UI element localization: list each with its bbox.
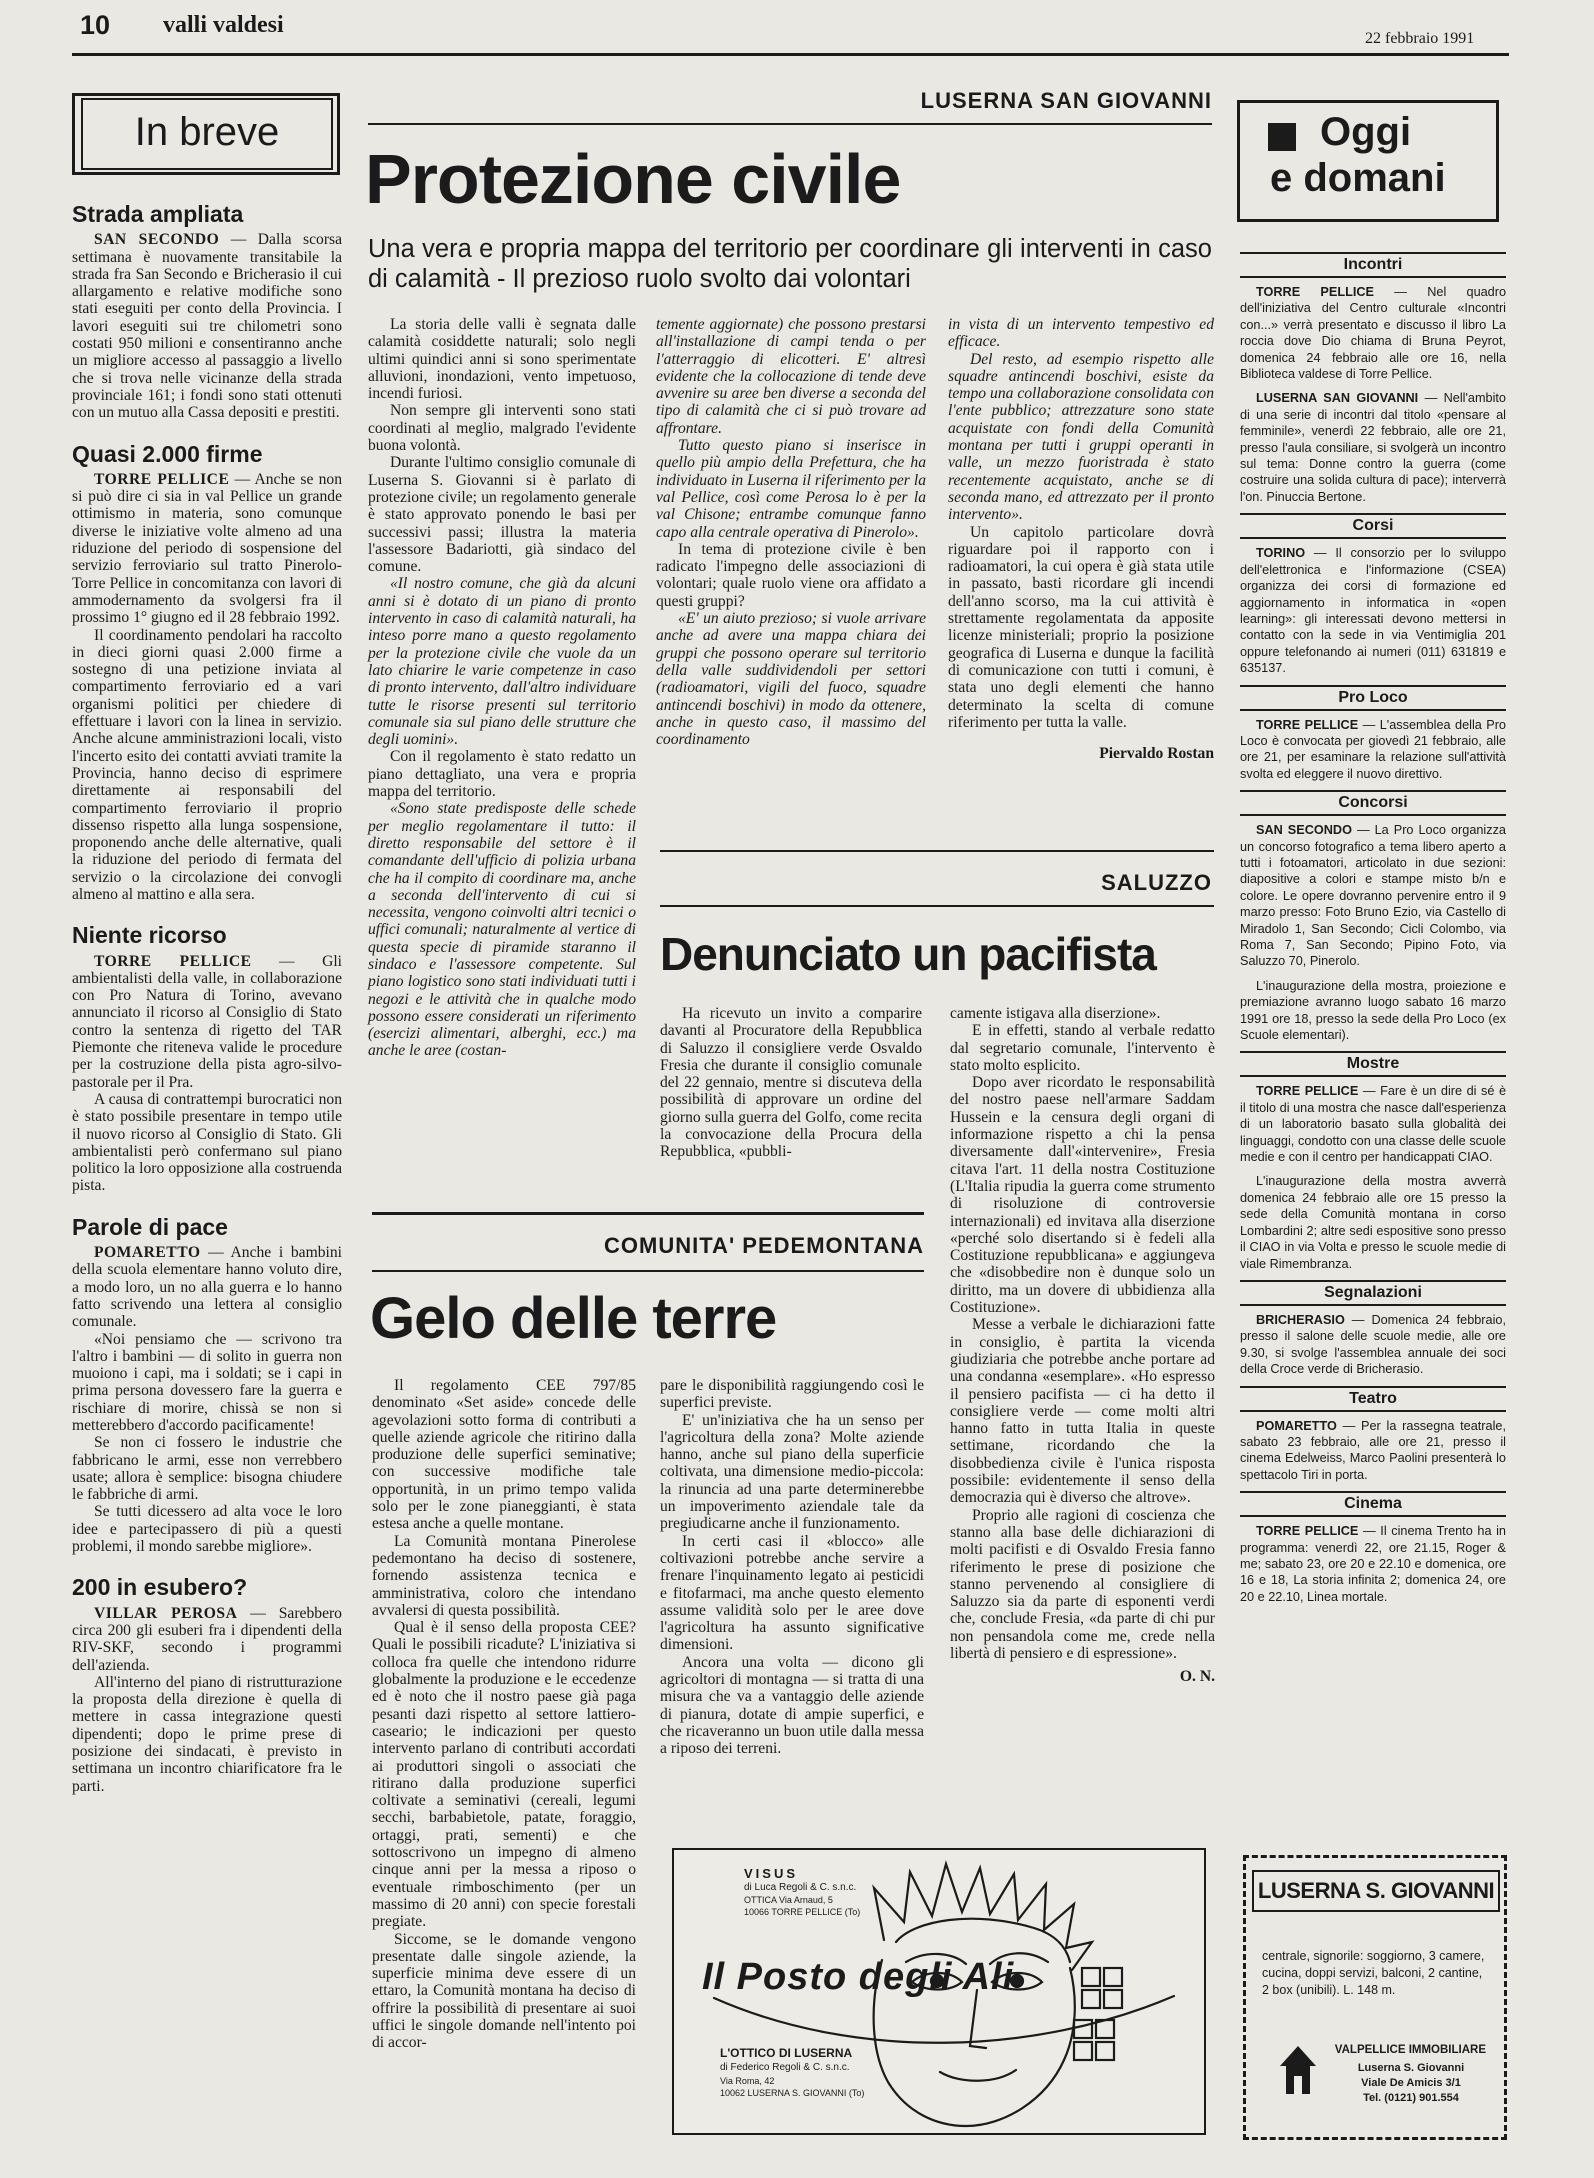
- brief-heading: 200 in esubero?: [72, 1574, 248, 1601]
- protezione-subhead: Una vera e propria mappa del territorio per coordinare gli interventi in caso di calamità - Il prezioso ruolo svolto dai volontari: [368, 235, 1212, 293]
- listing-text: — Il cinema Trento ha in programma: venerdì 22, ore 21.15, Roger & me; sabato 23, ore 20 e 22.10 e domenica, ore 16 e 18, La storia infinita 2; domenica 24, ore 20 e 22.10, Linea mortale.: [1240, 1524, 1506, 1604]
- in-breve-title: In breve: [81, 98, 333, 170]
- listing-item: [1240, 1523, 1506, 1605]
- gelo-headline: Gelo delle terre: [370, 1286, 777, 1351]
- protezione-headline: Protezione civile: [365, 140, 901, 218]
- protezione-column-2: [656, 316, 926, 748]
- brief-text: — Sarebbero circa 200 gli esuberi fra i dipendenti della RIV-SKF, secondo i programmi dell'azienda.: [72, 1604, 342, 1674]
- listing-item: [1240, 390, 1506, 505]
- oggi-domani-title-2: e domani: [1270, 156, 1446, 200]
- in-breve-column: [72, 201, 342, 1819]
- brief-item: [72, 1213, 342, 1556]
- visus-logo-text: Il Posto degli Ali: [702, 1956, 1015, 1998]
- listing-item: [1240, 978, 1506, 1044]
- article-paragraph: pare le disponibilità raggiungendo così le superfici previste.: [660, 1377, 924, 1412]
- listing-text: L'inaugurazione della mostra, proiezione e premiazione avranno luogo sabato 16 marzo 1991 ore 18, presso la sede della Pro Loco (ex Scuole elementari).: [1240, 978, 1506, 1043]
- visus-line: 10066 TORRE PELLICE (To): [744, 1907, 861, 1917]
- article-paragraph: Siccome, se le domande vengono presentate dalle singole aziende, la superficie minima deve essere di un ettaro, la Comunità montana ha deciso di offrire la possibilità di presentare ai suoi uffici le singole domande nell'intento poi di accor-: [372, 1930, 636, 2052]
- listing-item: [1240, 1083, 1506, 1165]
- listing-location: TORRE PELLICE: [1256, 1084, 1359, 1099]
- brief-text: Se non ci fossero le industrie che fabbricano le armi, esse non verrebbero usate; allora è semplice: bisogna chiudere le fabbriche di armi.: [72, 1434, 342, 1504]
- listing-item: [1240, 284, 1506, 382]
- listing-item: [1240, 545, 1506, 676]
- article-paragraph: «Il nostro comune, che già da alcuni anni si è dotato di un piano di pronto intervento in caso di calamità naturali, ha inteso porre mano a questo regolamento per la protezione civile che vuole da un lato chiarire le varie competenze in caso di pronto intervento, dall'altro individuare tutte le risorse presenti sul territorio comunale sia sul piano delle strutture che degli uomini».: [368, 575, 636, 749]
- listing-item: [1240, 822, 1506, 970]
- gelo-column-1: [372, 1377, 636, 2052]
- brief-item: [72, 440, 342, 904]
- issue-date: 22 febbraio 1991: [1365, 30, 1475, 47]
- immobiliare-text: centrale, signorile: soggiorno, 3 camere, cucina, doppi servizi, balconi, 2 cantine, 2 box (unibili). L. 148 m.: [1262, 1949, 1485, 1997]
- article-paragraph: Ha ricevuto un invito a comparire davanti al Procuratore della Repubblica di Saluzzo il consigliere verde Osvaldo Fresia che durante il consiglio comunale del 22 gennaio, mentre si discuteva della possibilità di approvare un ordine del giorno sulla guerra del Golfo, come recita la convocazione della Procura della Repubblica, «pubbli-: [660, 1005, 922, 1161]
- listing-section-head: Segnalazioni: [1240, 1284, 1506, 1306]
- listing-location: TORRE PELLICE: [1256, 285, 1375, 299]
- brief-text: Se tutti dicessero ad alta voce le loro idee e partecipassero di più a questi problemi, il mondo sarebbe migliore».: [72, 1503, 342, 1556]
- article-paragraph: La Comunità montana Pinerolese pedemontano ha deciso di sostenere, fornendo assistenza tecnica e amministrativa, coloro che intendano avvalersi di questa possibilità.: [372, 1532, 636, 1619]
- brief-heading: Parole di pace: [72, 1213, 228, 1240]
- pacifista-top-rule: [660, 850, 1214, 852]
- listing-item: [1240, 1173, 1506, 1271]
- brief-location: SAN SECONDO: [94, 231, 220, 249]
- protezione-column-3: [948, 316, 1214, 762]
- gelo-kicker: COMUNITA' PEDEMONTANA: [604, 1233, 924, 1258]
- brief-heading: Strada ampliata: [72, 201, 244, 227]
- listing-section-head: Pro Loco: [1240, 689, 1506, 711]
- listing-location: POMARETTO: [1256, 1418, 1337, 1433]
- article-paragraph: Non sempre gli interventi sono stati coordinati al meglio, malgrado l'evidente buona volontà.: [368, 402, 636, 455]
- article-paragraph: Con il regolamento è stato redatto un piano dettagliato, una vera e propria mappa del territorio.: [368, 748, 636, 801]
- brief-text: «Noi pensiamo che — scrivono tra l'altro i bambini — di solito in guerra non muoiono i capi, ma i soldati; se i capi in prima persona dovessero fare la guerra e rischiare di morire, chissà se non si metterebbero d'accordo pacificamente!: [72, 1330, 342, 1434]
- article-paragraph: In tema di protezione civile è ben radicato l'impegno delle associazioni di volontari; quale ruolo viene ora affidato a questi gruppi?: [656, 540, 926, 610]
- listing-text: — Nell'ambito di una serie di incontri dal titolo «pensare al femminile», venerdì 22 febbraio, alle ore 21, presso l'aula consiliare, si svolgerà un incontro sul tema: Donne contro la guerra (come costruire una solida cultura di pace); interverrà l'on. Pinuccia Bertone.: [1240, 391, 1506, 504]
- listing-section-head: Corsi: [1240, 517, 1506, 539]
- listing-location: LUSERNA SAN GIOVANNI: [1256, 391, 1419, 406]
- brief-item: [72, 922, 342, 1195]
- immobiliare-address: Luserna S. Giovanni: [1357, 2062, 1465, 2074]
- listing-text: — Fare è un dire di sé è il titolo di una mostra che nasce dall'esperienza di un laboratorio basato sulla globalità dei linguaggi, condotto con una classe delle scuole medie e con il centro per handicappati CIAO.: [1240, 1084, 1507, 1165]
- listing-item: [1240, 717, 1506, 783]
- page-number: 10: [80, 10, 111, 40]
- visus-brand: VISUS: [744, 1866, 799, 1881]
- protezione-column-1: [368, 316, 636, 1060]
- listing-section-head: Mostre: [1240, 1055, 1506, 1077]
- article-paragraph: E in effetti, stando al verbale redatto dal segretario comunale, l'intervento è stato molto esplicito.: [950, 1022, 1215, 1074]
- brief-item: [72, 1574, 342, 1795]
- article-paragraph: La storia delle valli è segnata dalle calamità cosiddette naturali; solo negli ultimi quindici anni si sono sperimentate alluvioni, inondazioni, vento impetuoso, incendi furiosi.: [368, 316, 636, 403]
- listing-location: TORRE PELLICE: [1256, 717, 1359, 732]
- listing-section: [1240, 1491, 1506, 1605]
- listing-section-head: Incontri: [1240, 256, 1506, 278]
- article-paragraph: Dopo aver ricordato le responsabilità del nostro paese nell'armare Saddam Hussein e la censura degli organi di informazione rispetto a chi la pensa diversamente dall'«intervenire», Fresia citava l'art. 11 della nostra Costituzione (L'Italia ripudia la guerra come strumento di risoluzione di controversie internazionali) ed invitava alla diserzione «perché solo disertando si è fedeli alla Costituzione repubblicana» e aggiungeva che «disobbedire non è dunque solo un diritto, ma un dovere di ubbidienza alla Costituzione».: [950, 1074, 1215, 1317]
- pacifista-column-1: [660, 1005, 922, 1161]
- brief-location: TORRE PELLICE: [94, 952, 252, 970]
- listing-text: — Nel quadro dell'iniziativa del Centro culturale «Incontri con...» verrà presentato e discusso il libro La roccia dove Dio chiama di Bruna Peyrot, domenica 24 febbraio alle ore 16, nella Biblioteca valdese di Torre Pellice.: [1240, 285, 1507, 382]
- brief-text: — Anche i bambini della scuola elementare hanno voluto dire, a modo loro, un no alla guerra e lo hanno fatto scrivendo una lettera al consiglio comunale.: [72, 1244, 342, 1331]
- listing-text: — La Pro Loco organizza un concorso fotografico a tema libero aperto a tutti i fotoamatori, articolato in due sezioni: diapositive a colori e stampe misto b/n e colore. Le opere dovranno pervenire entro il 9 marzo presso: Foto Bruno Ezio, via Castello di Miradolo 1, San Secondo; Cicli Colombo, via Roma 7, San Secondo; Pipino Foto, via Saluzzo 70, Pinerolo.: [1240, 823, 1506, 969]
- listing-item: [1240, 1418, 1506, 1484]
- article-paragraph: Del resto, ad esempio rispetto alle squadre antincendi boschivi, esiste da tempo una collaborazione consolidata con l'ente pubblico; attrezzature sono state acquistate con fondi della Comunità montana per tutti i gruppi operanti in valle, un mezzo fuoristrada è stato recentemente acquistato, anche se di seconda mano, ed attrezzato per il pronto intervento».: [948, 350, 1214, 524]
- listing-location: SAN SECONDO: [1256, 823, 1352, 838]
- article-paragraph: Qual è il senso della proposta CEE? Quali le possibili ricadute? L'iniziativa si colloca fra quelle che intendono ridurre globalmente la produzione e le eccedenze ed è noto che il nostro paese già paga pesanti dazi rispetto al settore lattiero-caseario; le indicazioni per questo intervento parlano di contributi accordati ai produttori singoli o associati che ritirano dalla produzione superfici coltivate a seminativi (cereali, legumi secchi, barbabietole, patate, foraggio, ortaggi, prati, sementi) e che sottoscrivono un impegno di almeno cinque anni per la messa a riposo o eventuale rimboschimento (per un massimo di 20 anni) con specie forestali pregiate.: [372, 1619, 636, 1931]
- oggi-domani-title-1: Oggi: [1320, 110, 1412, 154]
- paper-name: valli valdesi: [163, 12, 284, 38]
- ottico-brand: L'OTTICO DI LUSERNA: [720, 2046, 853, 2060]
- masthead-rule: [72, 53, 1509, 56]
- immobiliare-phone: Tel. (0121) 901.554: [1363, 2092, 1459, 2104]
- pacifista-headline: Denunciato un pacifista: [660, 928, 1156, 980]
- listing-text: L'inaugurazione della mostra avverrà domenica 24 febbraio alle ore 15 presso la sede della Comunità montana in corso Lombardini 2; altre sedi espositive sono presso il CIAO in via Volta e presso le scuole medie di viale Rimembranza.: [1240, 1174, 1506, 1271]
- listing-section: [1240, 1051, 1506, 1271]
- brief-text: All'interno del piano di ristrutturazione la proposta della direzione è quella di mettere in cassa integrazione questi dipendenti; dopo le prime prese di posizione dei sindacati, è previsto in settimana un incontro chiarificatore fra le parti.: [72, 1673, 342, 1795]
- listing-location: TORRE PELLICE: [1256, 1524, 1359, 1539]
- gelo-column-2: [660, 1377, 924, 1758]
- article-paragraph: Il regolamento CEE 797/85 denominato «Set aside» concede delle agevolazioni sotto forma di contributi a quelle aziende agricole che ritirino dalla produzione delle superfici seminative; con successive modifiche tale opportunità, in un primo tempo valida solo per le zone pianeggianti, è stata estesa anche a quelle montane.: [372, 1377, 636, 1533]
- immobiliare-agency: VALPELLICE IMMOBILIARE: [1334, 2044, 1486, 2056]
- listing-section: [1240, 685, 1506, 783]
- protezione-top-rule: [368, 123, 1212, 125]
- ottico-line: 10062 LUSERNA S. GIOVANNI (To): [720, 2088, 865, 2098]
- oggi-domani-listings: [1240, 248, 1506, 1613]
- brief-text: — Anche se non si può dire ci sia in val Pellice un grande ottimismo in materia, sono comunque diverse le iniziative volte almeno ad una riduzione del periodo di sospensione del servizio ferroviario sul tratto Pinerolo-Torre Pellice in concomitanza con lavori di ammodernamento da svolgersi fra il prossimo 1° giugno ed il 28 febbraio 1992.: [72, 470, 342, 627]
- brief-heading: Quasi 2.000 firme: [72, 440, 263, 467]
- listing-section-head: Concorsi: [1240, 794, 1506, 816]
- visus-line: di Luca Regoli & C. s.n.c.: [744, 1882, 857, 1893]
- listing-section: [1240, 1386, 1506, 1484]
- square-bullet-icon: [1268, 123, 1296, 151]
- listing-location: TORINO: [1256, 546, 1306, 561]
- brief-location: TORRE PELLICE: [94, 470, 230, 488]
- brief-text: — Dalla scorsa settimana è nuovamente transitabile la strada fra San Secondo e Bricherasio il cui allargamento e relative modifiche sono stati eseguiti per conto della Provincia. I lavori eseguiti sui tre chilometri sono costati 950 milioni e consentiranno anche un migliore accesso al passaggio a livello che si trova nelle vicinanze della strada provinciale 161; i fondi sono stati ottenuti con un mutuo alla Cassa depositi e prestiti.: [72, 231, 342, 422]
- brief-text: — Gli ambientalisti della valle, in collaborazione con Pro Natura di Torino, avevano annunciato il ricorso al Consiglio di Stato contro la sentenza di rigetto del TAR Piemonte che riteneva valide le procedure per la costruzione della pista agro-silvo-pastorale per il Pra.: [72, 952, 342, 1091]
- article-paragraph: in vista di un intervento tempestivo ed efficace.: [948, 316, 1214, 351]
- oggi-domani-box: [1237, 100, 1499, 222]
- pacifista-byline: O. N.: [1179, 1668, 1215, 1686]
- listing-text: — Per la rassegna teatrale, sabato 23 febbraio, alle ore 21, presso il cinema Edelweiss, Marco Paolini presenterà lo spettacolo Tiri in porta.: [1240, 1418, 1506, 1482]
- ottico-line: Via Roma, 42: [720, 2076, 775, 2086]
- listing-text: — Domenica 24 febbraio, presso il salone delle scuole medie, alle ore 9.30, si svolge l'assemblea annuale dei soci della Croce verde di Bricherasio.: [1240, 1312, 1506, 1377]
- gelo-top-rule: [372, 1212, 924, 1215]
- brief-location: VILLAR PEROSA: [94, 1604, 238, 1622]
- brief-text: Il coordinamento pendolari ha raccolto in dieci giorni quasi 2.000 firme a sostegno di una petizione inviata al compartimento ferroviario ed a vari organismi politici per chiedere di effettuare i lavori con la linea in servizio. Anche alcune amministrazioni locali, visto l'incerto esito dei contatti avviati tramite la Provincia, hanno deciso di esprimere direttamente ai responsabili del compartimento ferroviario il proprio dissenso rispetto alla lunga sospensione, proponendo anche delle alternative, quali la riduzione del periodo di fermata del servizio o la circolazione dei convogli almeno al mattino e alla sera.: [72, 626, 342, 903]
- article-paragraph: Tutto questo piano si inserisce in quello più ampio della Prefettura, che ha individuato in Luserna il riferimento per la val Pellice, così come Perosa lo è per la val Chisone; entrambe comunque fanno capo alla centrale operativa di Pinerolo».: [656, 437, 926, 541]
- listing-section-head: Cinema: [1240, 1495, 1506, 1517]
- ottico-line: di Federico Regoli & C. s.n.c.: [720, 2062, 850, 2073]
- article-paragraph: In certi casi il «blocco» alle coltivazioni potrebbe anche servire a frenare l'inquinamento legato ai pesticidi e fitofarmaci, ma anche questo elemento assume validità solo per le aree dove l'agricoltura ha assunto significative dimensioni.: [660, 1532, 924, 1654]
- visus-advertisement: [672, 1848, 1206, 2135]
- immobiliare-advertisement: [1243, 1855, 1507, 2140]
- pacifista-kicker-rule: [660, 905, 1214, 907]
- article-paragraph: temente aggiornate) che possono prestarsi all'installazione di campi tenda o per l'atterraggio di elicotteri. E' altresì evidente che la collocazione di tende deve avvenire su aree ben diverse a seconda del tipo di calamità che ci si può trovare ad affrontare.: [656, 316, 926, 437]
- immobiliare-title: LUSERNA S. GIOVANNI: [1252, 1870, 1500, 1912]
- in-breve-box: [72, 93, 340, 175]
- article-paragraph: «Sono state predisposte delle schede per meglio regolamentare il tutto: il diretto responsabile del settore è il comandante dell'ufficio di polizia urbana che ha il compito di coordinare ma, anche a seconda dell'intervento di cui si necessita, vengono coinvolti altri tecnici o uffici comunali; naturalmente al vertice di questa specie di piramide staranno il sindaco e l'assessore competente. Sul piano logistico sono stati individuati tutti i negozi e le attività che in qualche modo possono essere considerati un riferimento (esercizi alimentari, alberghi, ecc.) ma anche le aree (costan-: [368, 800, 636, 1060]
- immobiliare-address: Viale De Amicis 3/1: [1361, 2077, 1461, 2089]
- listing-section-head: Teatro: [1240, 1390, 1506, 1412]
- listing-text: — L'assemblea della Pro Loco è convocata per giovedì 21 febbraio, alle ore 21, per esaminare la relazione sull'attività svolta ed eleggere il nuovo direttivo.: [1240, 717, 1506, 781]
- listing-location: BRICHERASIO: [1256, 1312, 1345, 1327]
- listing-text: — Il consorzio per lo sviluppo dell'elettronica e l'informazione (CSEA) organizza dei corsi di formazione ed aggiornamento in informatica in «open learning»: gli interessati devono mettersi in contatto con la sede in via Ventimiglia 201 oppure telefonando ai numeri (011) 631819 e 635137.: [1240, 546, 1507, 676]
- article-paragraph: Durante l'ultimo consiglio comunale di Luserna S. Giovanni si è parlato di protezione civile; un regolamento generale è stato approvato ponendo le basi per successivi passi; illustra la materia l'assessore Badariotti, già sindaco del comune.: [368, 454, 636, 576]
- visus-line: OTTICA Via Arnaud, 5: [744, 1895, 833, 1905]
- gelo-kicker-rule: [372, 1270, 924, 1272]
- listing-section: [1240, 252, 1506, 505]
- article-paragraph: E' un'iniziativa che ha un senso per l'agricoltura della zona? Molte aziende hanno, anche sul piano della superficie coltivata, una dimensione medio-piccola: la rinuncia ad una parte determinerebbe un impoverimento aziendale tale da pregiudicarne anche il funzionamento.: [660, 1411, 924, 1533]
- article-paragraph: Messe a verbale le dichiarazioni fatte in consiglio, è partita la vicenda giudiziaria che potrebbe anche portare ad una condanna «esemplare». «Ho espresso il pensiero pacifista — ci ha detto il consigliere verde — come molti altri hanno fatto in tutta Italia in queste settimane, ricordando che la disobbedienza civile è l'unica risposta possibile: evidentemente il senso della democrazia qui è diverso che altrove».: [950, 1316, 1215, 1507]
- brief-location: POMARETTO: [94, 1244, 201, 1262]
- pacifista-kicker: SALUZZO: [1101, 870, 1212, 895]
- article-paragraph: «E' un aiuto prezioso; si vuole arrivare anche ad avere una mappa chiara dei gruppi che possono operare sul territorio della valle suddividendoli per settori (radioamatori, vigili del fuoco, squadre antincendi boschivi) in modo da ottenere, anche in questo caso, il massimo del coordinamento: [656, 610, 926, 749]
- article-paragraph: Proprio alle ragioni di coscienza che stanno alla base delle dichiarazioni di molti pacifisti e di Osvaldo Fresia fanno riferimento le prese di posizione che stanno pervenendo al consigliere di Saluzzo sia da parte di esponenti verdi che, conclude Fresia, «da parte di chi pur non pensandola come me, crede nella libertà di pensiero e di espressione».: [950, 1506, 1215, 1662]
- article-paragraph: Ancora una volta — dicono gli agricoltori di montagna — si tratta di una misura che va a vantaggio delle aziende di pianura, dotate di ampie superfici, e che ricaveranno un buon utile dalla messa a riposo dei terreni.: [660, 1653, 924, 1758]
- brief-item: [72, 201, 342, 422]
- listing-item: [1240, 1312, 1506, 1378]
- pacifista-column-2: [950, 1005, 1215, 1686]
- brief-heading: Niente ricorso: [72, 922, 227, 949]
- listing-section: [1240, 1280, 1506, 1378]
- brief-text: A causa di contrattempi burocratici non è stato possibile presentare in tempo utile il nuovo ricorso al Consiglio di Stato. Gli ambientalisti però confermano sul piano politico la loro opposizione alla costruenda pista.: [72, 1090, 342, 1195]
- listing-section: [1240, 513, 1506, 676]
- article-paragraph: camente istigava alla diserzione».: [950, 1005, 1161, 1022]
- article-paragraph: Un capitolo particolare dovrà riguardare poi il rapporto con i radioamatori, la cui opera è già stata utile in passato, basti ricordare gli incendi dell'anno scorso, ma la cui attività è strettamente regolamentata da apposite licenze ministeriali; proprio la posizione geografica di Luserna e dunque la facilità di comunicazione con tutti i comuni, è stata uno degli elementi che hanno determinato la scelta di comune riferimento per tutta la valle.: [948, 523, 1214, 731]
- protezione-byline: Piervaldo Rostan: [1099, 745, 1214, 763]
- protezione-kicker: LUSERNA SAN GIOVANNI: [920, 88, 1212, 113]
- listing-section: [1240, 790, 1506, 1043]
